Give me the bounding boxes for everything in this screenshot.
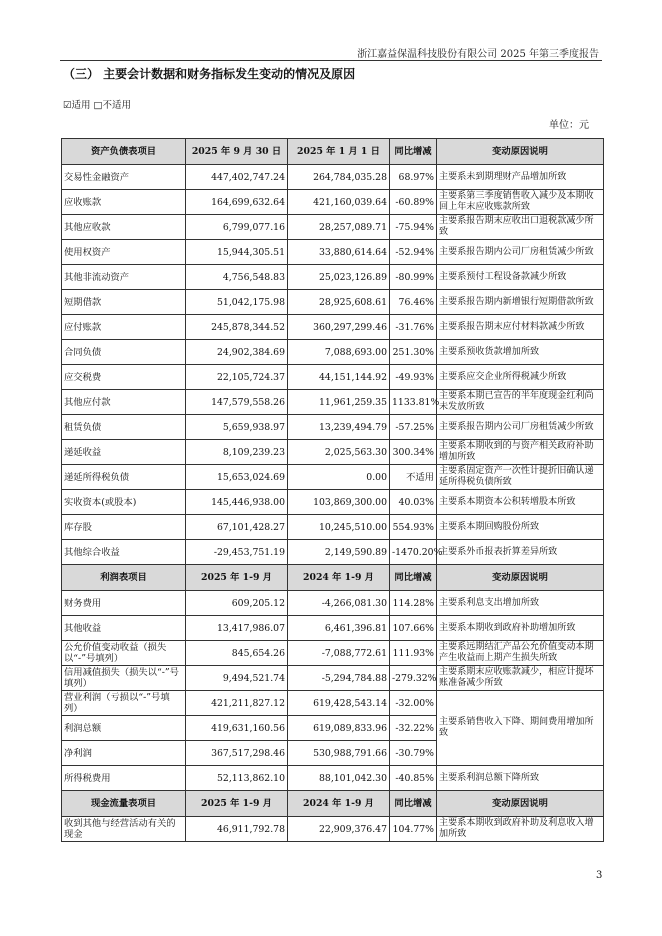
item-cell: 信用减值损失（损失以“-”号填列） <box>62 666 186 691</box>
change-cell: -49.93% <box>390 365 437 390</box>
prior-value-cell: 360,297,299.46 <box>288 315 390 340</box>
header-cell: 变动原因说明 <box>437 791 604 817</box>
header-cell: 2025 年 1-9 月 <box>186 791 288 817</box>
current-value-cell: 9,494,521.74 <box>186 666 288 691</box>
table-row <box>62 591 604 616</box>
prior-value-cell: 6,461,396.81 <box>288 616 390 641</box>
change-cell: -30.79% <box>390 741 437 766</box>
page-number: 3 <box>596 870 603 881</box>
item-cell: 短期借款 <box>62 290 186 315</box>
table-row <box>62 465 604 490</box>
item-cell: 其他应收款 <box>62 215 186 240</box>
table-header-row <box>62 139 604 165</box>
change-cell: -1470.20% <box>390 540 437 565</box>
change-cell: 104.77% <box>390 817 437 842</box>
table-row <box>62 390 604 415</box>
table-row <box>62 691 604 716</box>
header-cell: 2025 年 1 月 1 日 <box>288 139 390 165</box>
applicability-options: ☑适用 □不适用 <box>63 100 132 111</box>
unit-label: 单位：元 <box>549 120 589 131</box>
current-value-cell: 15,944,305.51 <box>186 240 288 265</box>
reason-cell: 主要系应交企业所得税减少所致 <box>437 365 604 390</box>
reason-cell: 主要系第三季度销售收入减少及本期收回上年末应收账款所致 <box>437 190 604 215</box>
change-cell: -32.22% <box>390 716 437 741</box>
item-cell: 租赁负债 <box>62 415 186 440</box>
header-cell: 2024 年 1-9 月 <box>288 565 390 591</box>
financial-changes-table <box>61 138 604 842</box>
current-value-cell: 51,042,175.98 <box>186 290 288 315</box>
reason-cell: 主要系本期资本公积转增股本所致 <box>437 490 604 515</box>
prior-value-cell: 10,245,510.00 <box>288 515 390 540</box>
table-row <box>62 440 604 465</box>
item-cell: 利润总额 <box>62 716 186 741</box>
change-cell: 107.66% <box>390 616 437 641</box>
prior-value-cell: 2,025,563.30 <box>288 440 390 465</box>
change-cell: -52.94% <box>390 240 437 265</box>
prior-value-cell: -7,088,772.61 <box>288 641 390 666</box>
prior-value-cell: 88,101,042.30 <box>288 766 390 791</box>
prior-value-cell: -4,266,081.30 <box>288 591 390 616</box>
prior-value-cell: 44,151,144.92 <box>288 365 390 390</box>
reason-cell: 主要系期末应收账款减少，相应计提坏账准备减少所致 <box>437 666 604 691</box>
prior-value-cell: 421,160,039.64 <box>288 190 390 215</box>
item-cell: 所得税费用 <box>62 766 186 791</box>
table-row <box>62 415 604 440</box>
current-value-cell: 421,211,827.12 <box>186 691 288 716</box>
reason-cell: 主要系本期收到政府补助增加所致 <box>437 616 604 641</box>
change-cell: -31.76% <box>390 315 437 340</box>
header-cell: 变动原因说明 <box>437 565 604 591</box>
header-cell: 同比增减 <box>390 139 437 165</box>
reason-cell: 主要系报告期内公司厂房租赁减少所致 <box>437 240 604 265</box>
current-value-cell: 367,517,298.46 <box>186 741 288 766</box>
current-value-cell: 15,653,024.69 <box>186 465 288 490</box>
header-cell: 2025 年 9 月 30 日 <box>186 139 288 165</box>
item-cell: 收到其他与经营活动有关的现金 <box>62 817 186 842</box>
table-row <box>62 515 604 540</box>
table-row <box>62 490 604 515</box>
reason-cell: 主要系未到期理财产品增加所致 <box>437 165 604 190</box>
table-row <box>62 290 604 315</box>
reason-cell: 主要系报告期内公司厂房租赁减少所致 <box>437 415 604 440</box>
table-row <box>62 240 604 265</box>
current-value-cell: 609,205.12 <box>186 591 288 616</box>
item-cell: 递延所得税负债 <box>62 465 186 490</box>
prior-value-cell: 7,088,693.00 <box>288 340 390 365</box>
current-value-cell: 4,756,548.83 <box>186 265 288 290</box>
reason-cell: 主要系报告期内新增银行短期借款所致 <box>437 290 604 315</box>
prior-value-cell: 619,089,833.96 <box>288 716 390 741</box>
current-value-cell: -29,453,751.19 <box>186 540 288 565</box>
item-cell: 公允价值变动收益（损失以“-”号填列） <box>62 641 186 666</box>
table-row <box>62 540 604 565</box>
change-cell: 40.03% <box>390 490 437 515</box>
table-row <box>62 215 604 240</box>
reason-cell: 主要系本期收到的与资产相关政府补助增加所致 <box>437 440 604 465</box>
reason-cell: 主要系报告期末应收出口退税款减少所致 <box>437 215 604 240</box>
prior-value-cell: 530,988,791.66 <box>288 741 390 766</box>
item-cell: 其他非流动资产 <box>62 265 186 290</box>
header-cell: 资产负债表项目 <box>62 139 186 165</box>
reason-cell: 主要系利息支出增加所致 <box>437 591 604 616</box>
reason-cell: 主要系利润总额下降所致 <box>437 766 604 791</box>
section-title: （三） 主要会计数据和财务指标发生变动的情况及原因 <box>63 67 356 81</box>
table-row <box>62 641 604 666</box>
item-cell: 库存股 <box>62 515 186 540</box>
item-cell: 净利润 <box>62 741 186 766</box>
change-cell: -75.94% <box>390 215 437 240</box>
item-cell: 应交税费 <box>62 365 186 390</box>
merged-reason-cell: 主要系销售收入下降、期间费用增加所致 <box>437 691 604 766</box>
header-cell: 利润表项目 <box>62 565 186 591</box>
table-row <box>62 817 604 842</box>
change-cell: 111.93% <box>390 641 437 666</box>
header-cell: 变动原因说明 <box>437 139 604 165</box>
current-value-cell: 5,659,938.97 <box>186 415 288 440</box>
change-cell: 300.34% <box>390 440 437 465</box>
table-row <box>62 616 604 641</box>
current-value-cell: 145,446,938.00 <box>186 490 288 515</box>
current-value-cell: 13,417,986.07 <box>186 616 288 641</box>
item-cell: 营业利润（亏损以“-”号填列） <box>62 691 186 716</box>
prior-value-cell: 11,961,259.35 <box>288 390 390 415</box>
item-cell: 应收账款 <box>62 190 186 215</box>
prior-value-cell: 22,909,376.47 <box>288 817 390 842</box>
table-row <box>62 315 604 340</box>
current-value-cell: 419,631,160.56 <box>186 716 288 741</box>
table-row <box>62 340 604 365</box>
reason-cell: 主要系报告期末应付材料款减少所致 <box>437 315 604 340</box>
current-value-cell: 24,902,384.69 <box>186 340 288 365</box>
header-cell: 2024 年 1-9 月 <box>288 791 390 817</box>
change-cell: 76.46% <box>390 290 437 315</box>
current-value-cell: 52,113,862.10 <box>186 766 288 791</box>
header-cell: 同比增减 <box>390 791 437 817</box>
current-value-cell: 845,654.26 <box>186 641 288 666</box>
item-cell: 其他综合收益 <box>62 540 186 565</box>
table-row <box>62 766 604 791</box>
table-row <box>62 265 604 290</box>
change-cell: -80.99% <box>390 265 437 290</box>
current-value-cell: 46,911,792.78 <box>186 817 288 842</box>
prior-value-cell: 2,149,590.89 <box>288 540 390 565</box>
prior-value-cell: 619,428,543.14 <box>288 691 390 716</box>
current-value-cell: 8,109,239.23 <box>186 440 288 465</box>
table-header-row <box>62 565 604 591</box>
reason-cell: 主要系预付工程设备款减少所致 <box>437 265 604 290</box>
table-row <box>62 365 604 390</box>
change-cell: 不适用 <box>390 465 437 490</box>
item-cell: 递延收益 <box>62 440 186 465</box>
prior-value-cell: 103,869,300.00 <box>288 490 390 515</box>
prior-value-cell: 25,023,126.89 <box>288 265 390 290</box>
change-cell: -40.85% <box>390 766 437 791</box>
item-cell: 交易性金融资产 <box>62 165 186 190</box>
reason-cell: 主要系外币报表折算差异所致 <box>437 540 604 565</box>
change-cell: 554.93% <box>390 515 437 540</box>
reason-cell: 主要系本期回购股份所致 <box>437 515 604 540</box>
table-row <box>62 190 604 215</box>
item-cell: 应付账款 <box>62 315 186 340</box>
current-value-cell: 164,699,632.64 <box>186 190 288 215</box>
change-cell: 251.30% <box>390 340 437 365</box>
reason-cell: 主要系固定资产一次性计提折旧确认递延所得税负债所致 <box>437 465 604 490</box>
current-value-cell: 67,101,428.27 <box>186 515 288 540</box>
item-cell: 合同负债 <box>62 340 186 365</box>
prior-value-cell: -5,294,784.88 <box>288 666 390 691</box>
prior-value-cell: 28,257,089.71 <box>288 215 390 240</box>
item-cell: 实收资本(或股本) <box>62 490 186 515</box>
prior-value-cell: 264,784,035.28 <box>288 165 390 190</box>
current-value-cell: 245,878,344.52 <box>186 315 288 340</box>
item-cell: 使用权资产 <box>62 240 186 265</box>
report-header: 浙江嘉益保温科技股份有限公司 2025 年第三季度报告 <box>357 49 599 60</box>
reason-cell: 主要系远期结汇产品公允价值变动本期产生收益而上期产生损失所致 <box>437 641 604 666</box>
table-header-row <box>62 791 604 817</box>
prior-value-cell: 13,239,494.79 <box>288 415 390 440</box>
header-divider <box>60 60 602 61</box>
prior-value-cell: 33,880,614.64 <box>288 240 390 265</box>
current-value-cell: 22,105,724.37 <box>186 365 288 390</box>
header-cell: 2025 年 1-9 月 <box>186 565 288 591</box>
reason-cell: 主要系本期收到政府补助及利息收入增加所致 <box>437 817 604 842</box>
change-cell: 1133.81% <box>390 390 437 415</box>
current-value-cell: 447,402,747.24 <box>186 165 288 190</box>
change-cell: 68.97% <box>390 165 437 190</box>
item-cell: 其他应付款 <box>62 390 186 415</box>
item-cell: 财务费用 <box>62 591 186 616</box>
header-cell: 现金流量表项目 <box>62 791 186 817</box>
table-row <box>62 666 604 691</box>
change-cell: 114.28% <box>390 591 437 616</box>
header-cell: 同比增减 <box>390 565 437 591</box>
item-cell: 其他收益 <box>62 616 186 641</box>
reason-cell: 主要系预收货款增加所致 <box>437 340 604 365</box>
prior-value-cell: 28,925,608.61 <box>288 290 390 315</box>
prior-value-cell: 0.00 <box>288 465 390 490</box>
table-row <box>62 165 604 190</box>
reason-cell: 主要系本期已宣告的半年度现金红利尚未发放所致 <box>437 390 604 415</box>
change-cell: -60.89% <box>390 190 437 215</box>
change-cell: -32.00% <box>390 691 437 716</box>
change-cell: -57.25% <box>390 415 437 440</box>
change-cell: -279.32% <box>390 666 437 691</box>
current-value-cell: 147,579,558.26 <box>186 390 288 415</box>
current-value-cell: 6,799,077.16 <box>186 215 288 240</box>
